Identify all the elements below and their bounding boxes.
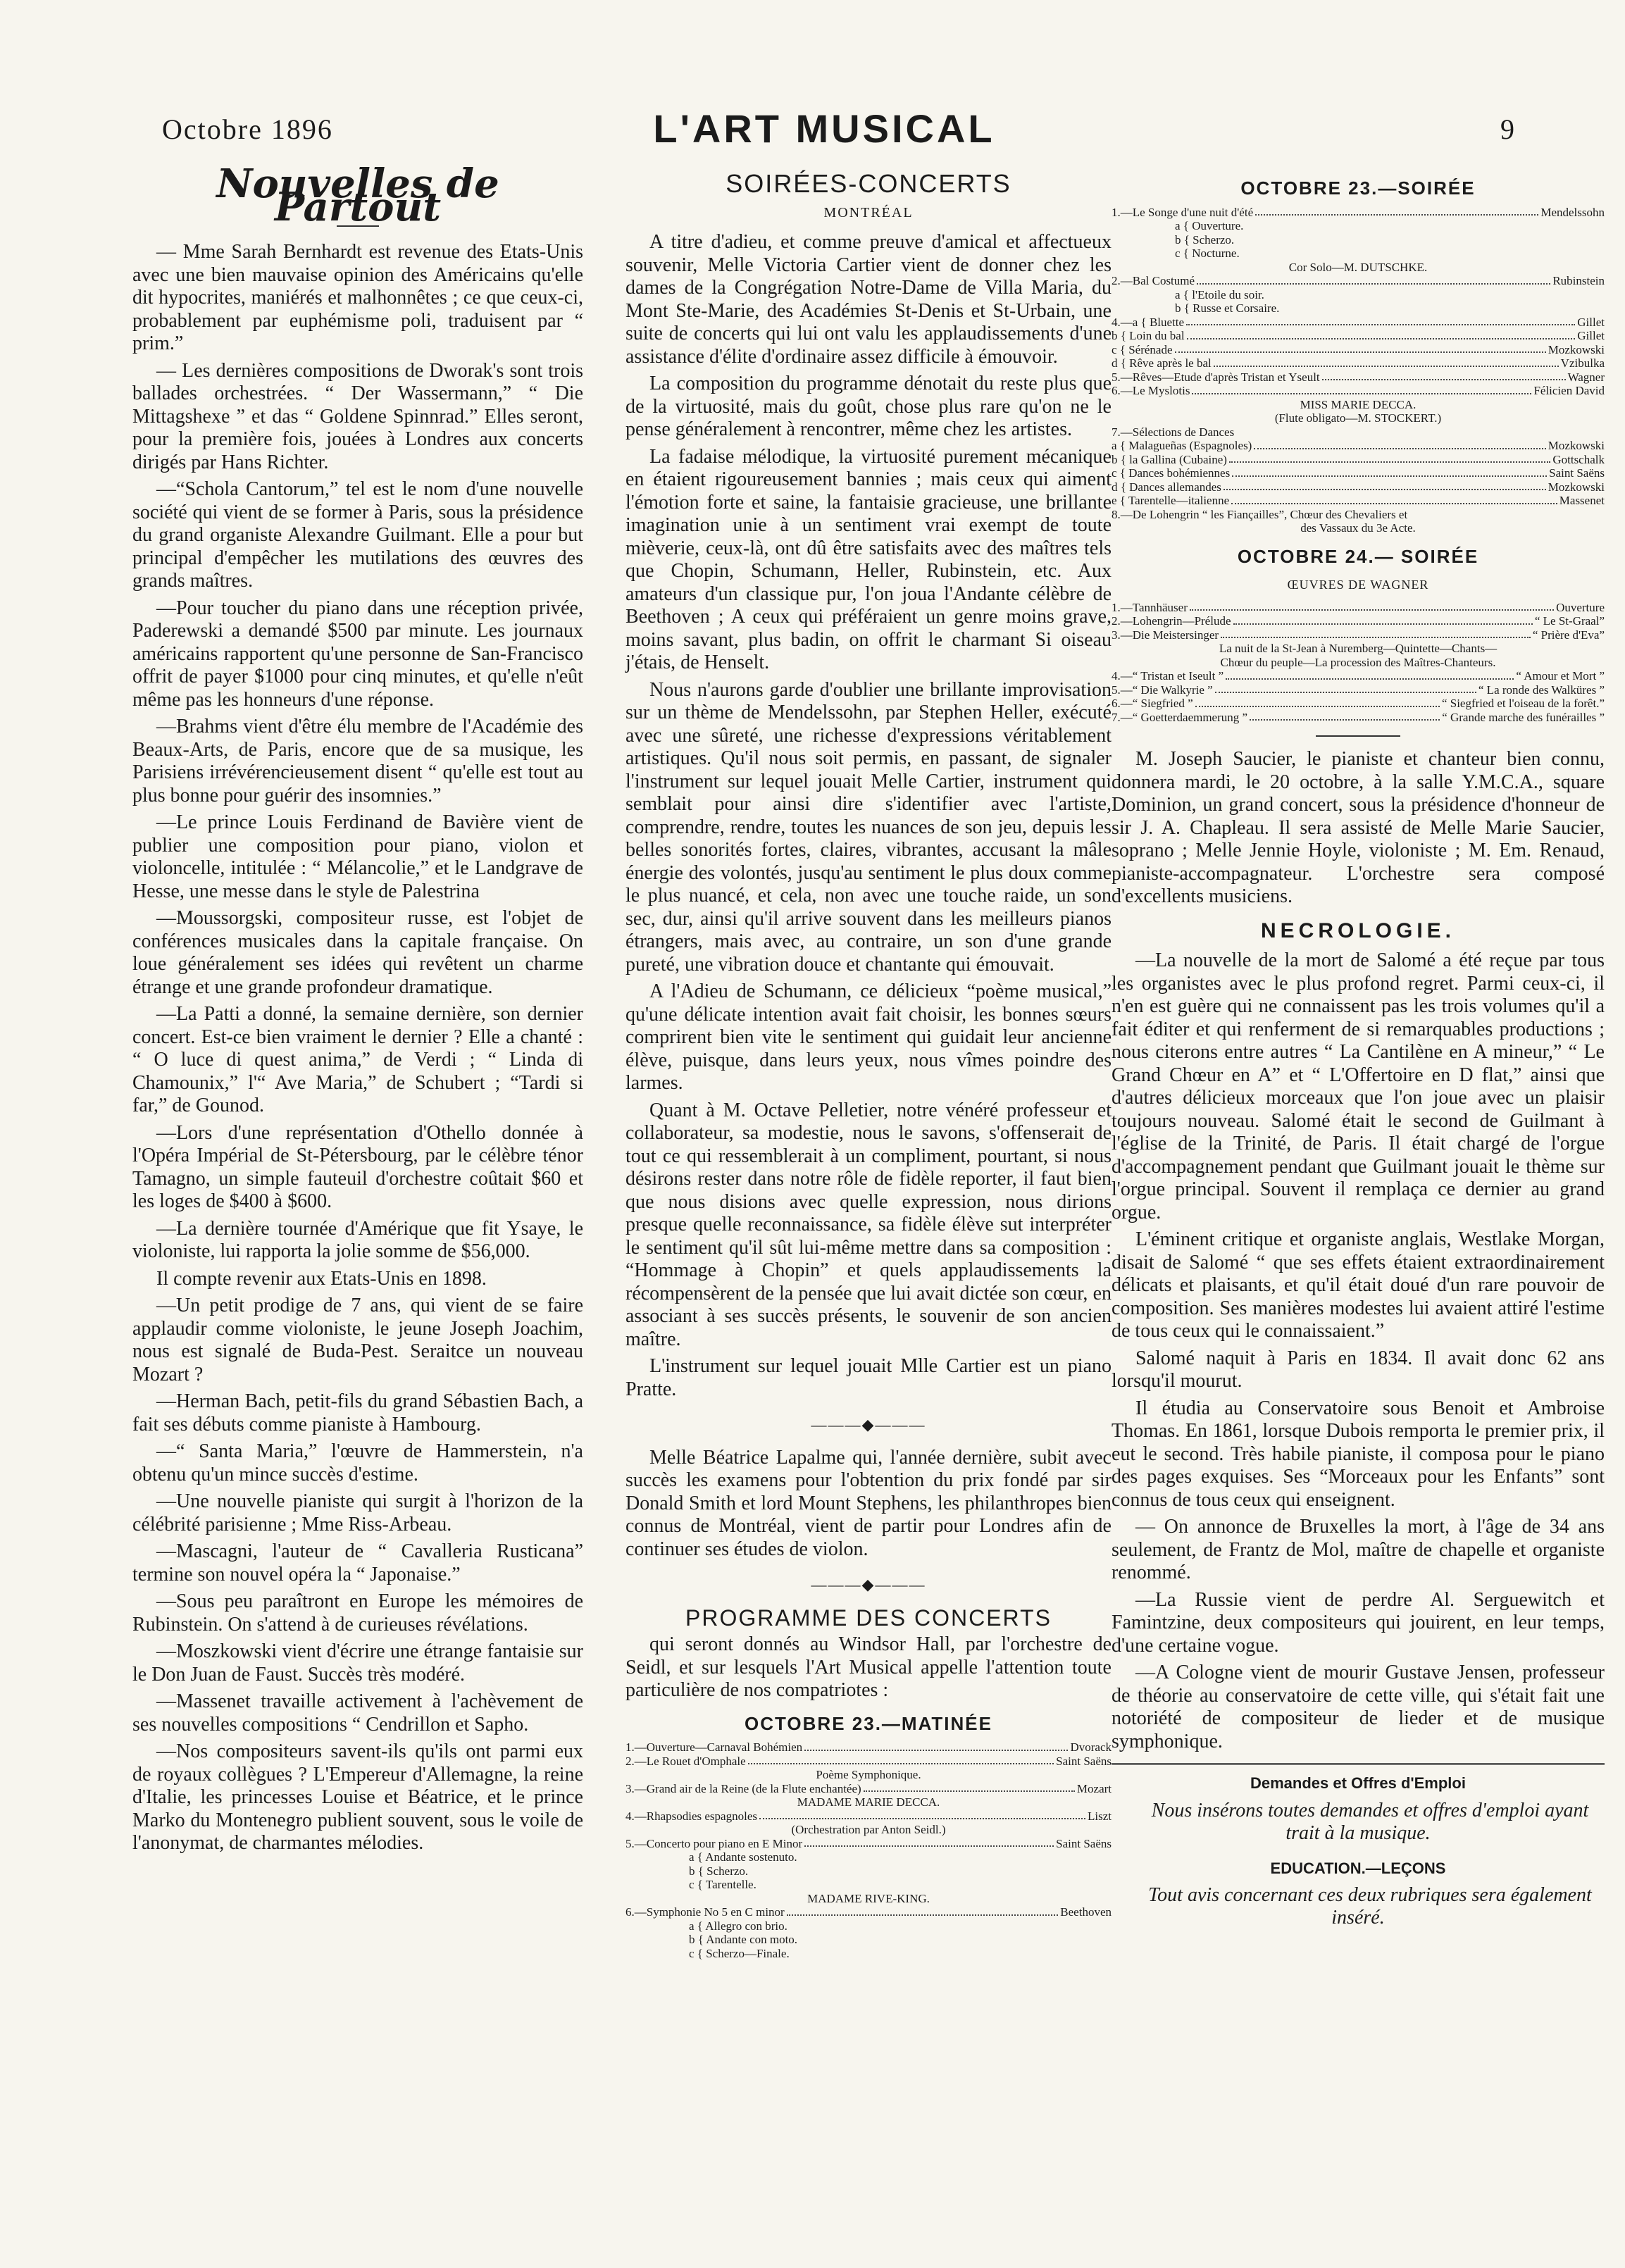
program-line (1112, 508, 1605, 522)
program-line (1112, 329, 1605, 343)
paragraph: —La dernière tournée d'Amérique que fit Ysaye, le violoniste, lui rapporta la jolie somme de $56,000. (132, 1217, 583, 1262)
program-composer: Saint Saëns (1056, 1754, 1112, 1768)
column-nouvelles (132, 161, 583, 1859)
section-title-nouvelles: Nouvelles de Partout (216, 161, 499, 230)
paragraph: — On annonce de Bruxelles la mort, à l'âge de 34 ans seulement, de Frantz de Mol, maître de chapelle et organiste renommé. (1112, 1516, 1605, 1583)
dot-leader (1187, 329, 1576, 339)
program-piece: 4.—“ Tristan et Iseult ” (1112, 669, 1224, 683)
dot-leader (864, 1782, 1075, 1793)
soiree-program (1112, 206, 1605, 535)
ornament-divider: ———◆——— (811, 1576, 926, 1593)
program-composer: Rubinstein (1552, 274, 1605, 287)
program-composer: Gillet (1577, 315, 1605, 329)
program-composer: Gillet (1577, 329, 1605, 342)
program-line: a { Allegro con brio. (689, 1919, 787, 1933)
saucier-paragraph: M. Joseph Saucier, le pianiste et chanteur bien connu, donnera mardi, le 20 octobre, à la salle Y.M.C.A., square Dominion, un grand concert, sous la présidence d'honneur de sir J. A. Chapleau. Il sera assisté de Melle Marie Saucier, soprano ; Melle Jennie Hoyle, violoniste ; M. Em. Renaud, pianiste-accompagnateur. L'orchestre sera composé d'excellents musiciens. (1112, 748, 1605, 907)
program-composer: “ La ronde des Walküres ” (1478, 683, 1605, 697)
dot-leader (1229, 453, 1550, 463)
program-composer: “ Amour et Mort ” (1516, 669, 1605, 683)
paragraph: —La Russie vient de perdre Al. Serguewitch et Famintzine, deux compositeurs qui jouirent, en leur temps, d'une certaine vogue. (1112, 1588, 1605, 1657)
program-piece: 6.—Le Myslotis (1112, 384, 1190, 397)
program-line: a { Ouverture. (1175, 219, 1244, 232)
paragraph: A l'Adieu de Schumann, ce délicieux “poème musical,” qu'une délicate intention avait fait choisir, les bonnes sœurs comprirent bien vite le sentiment qui guidait leur ancienne élève, puisque, dans leurs yeux, nous vîmes poindre des larmes. (625, 980, 1112, 1094)
paragraph: L'instrument sur lequel jouait Mlle Cartier est un piano Pratte. (625, 1355, 1112, 1400)
section-rule (1112, 1763, 1605, 1765)
matinee-program (625, 1740, 1112, 1960)
paragraph: —La nouvelle de la mort de Salomé a été reçue par tous les organistes avec le plus profond regret. Parmi ceux-ci, il n'en est guère qui ne connaissent pas les trois volumes qu'il a fait éditer et qui renferment de si remarquables productions ; nous citerons entre autres “ La Cantilène en A mineur,” “ Le Grand Chœur en A” et “ L'Offertoire en D flat,” ainsi que d'autres délicieux morceaux que l'on joue avec un plaisir toujours nouveau. Salomé était le second de Guilmant à l'église de la Trinité, de Paris. Il était chargé de l'orgue d'accompagnement pendant que Guilmant jouait le thème sur l'orgue principal. Souvent il remplaça ce dernier au grand orgue. (1112, 949, 1605, 1223)
program-line (1112, 384, 1605, 398)
program-piece: 4.—Rhapsodies espagnoles (625, 1809, 757, 1823)
program-piece: 8.—De Lohengrin “ les Fiançailles”, Chœur des Chevaliers et (1112, 507, 1408, 521)
divider (1316, 735, 1400, 737)
program-composer: Beethoven (1060, 1905, 1112, 1919)
program-line (625, 1782, 1112, 1796)
paragraph: Nous n'aurons garde d'oublier une brillante improvisation sur un thème de Mendelssohn, par Stephen Heller, exécuté avec une sûreté, une richesse d'expressions véritablement artistiques. Qu'il nous soit permis, en passant, de signaler l'instrument sur lequel jouait Melle Cartier, instrument qui semblait pour ainsi dire s'identifier avec l'artiste, comprendre, rendre, toutes les nuances de son jeu, depuis les belles sonorités fortes, claires, vibrantes, accusant la mâle énergie des volontés, jusqu'au sentiment le plus doux comme le plus nuancé, et cela, non avec une touche raide, un son sec, dur, ainsi qu'il arrive souvent dans les meilleurs pianos étrangers, mais avec, au contraire, un son d'une grande pureté, une vibration douce et chantante qui émouvait. (625, 678, 1112, 976)
program-piece: 6.—Symphonie No 5 en C minor (625, 1905, 785, 1919)
paragraph: —Herman Bach, petit-fils du grand Sébastien Bach, a fait ses débuts comme pianiste à Hambourg. (132, 1390, 583, 1435)
paragraph: La fadaise mélodique, la virtuosité purement mécanique en étaient rigoureusement bannies ; mais ceux qui aiment l'émotion forte et saine, la fantaisie gracieuse, une brillante imagination unie à un sentiment vrai exempt de toute mièverie, ceux-là, ont dû être satisfaits avec des maîtres tels que Chopin, Schumann, Heller, Rubinstein, etc. Aux amateurs d'un classique pur, l'on joua l'Andante célèbre de Beethoven ; A ceux qui préféraient un genre moins grave, moins savant, plus badin, on offrit le charmant Si oiseau j'étais, de Henselt. (625, 445, 1112, 673)
program-line: MADAME MARIE DECCA. (797, 1795, 940, 1809)
demandes-heading: Demandes et Offres d'Emploi (1250, 1774, 1466, 1792)
paragraph: —Lors d'une représentation d'Othello donnée à l'Opéra Impérial de St-Pétersbourg, par le célèbre ténor Tamagno, un simple fauteuil d'orchestre coûtait $60 et les loges de $400 à $600. (132, 1121, 583, 1212)
program-title: PROGRAMME DES CONCERTS (685, 1605, 1052, 1631)
dot-leader (1186, 316, 1575, 326)
education-heading: EDUCATION.—LEÇONS (1270, 1859, 1446, 1877)
program-composer: Mozkowski (1548, 439, 1605, 452)
program-piece: 1.—Ouverture—Carnaval Bohémien (625, 1740, 803, 1754)
program-composer: Mendelssohn (1540, 205, 1605, 219)
paragraph: —Nos compositeurs savent-ils qu'ils ont parmi eux de royaux collègues ? L'Empereur d'Allemagne, la reine d'Italie, les princesses Louise et Béatrice, et le prince Marko du Montenegro publient souvent, sous le voile de l'anonymat, de charmantes mélodies. (132, 1740, 583, 1854)
soiree24-program (1112, 601, 1605, 725)
program-composer: Mozkowski (1548, 342, 1605, 356)
program-line: La nuit de la St-Jean à Nuremberg—Quintette—Chants— (1219, 642, 1498, 655)
program-line (1112, 601, 1605, 615)
program-line: (Flute obligato—M. STOCKERT.) (1274, 411, 1442, 425)
program-line (1112, 614, 1605, 628)
program-line (1112, 206, 1605, 220)
program-line (1112, 316, 1605, 330)
program-piece: 5.—“ Die Walkyrie ” (1112, 683, 1213, 697)
paragraph: Il étudia au Conservatoire sous Benoit et Ambroise Thomas. En 1861, lorsque Dubois remporta le premier prix, il eut le second. Très habile pianiste, il composa pour le piano des pages exquises. Ses “Morceaux pour les Enfants” sont connus de tous ceux qui enseignent. (1112, 1397, 1605, 1511)
wagner-subheading: ŒUVRES DE WAGNER (1287, 578, 1429, 592)
program-line: Cor Solo—M. DUTSCHKE. (1288, 260, 1428, 274)
paragraph: L'éminent critique et organiste anglais, Westlake Morgan, disait de Salomé “ que ses effets étaient extraordinairement délicats et plaisants, et qu'il était doué d'un rare pouvoir de composition. Ses manières modestes lui avaient attiré l'estime de tous ceux qui le connaissaient.” (1112, 1228, 1605, 1342)
program-composer: Mozart (1076, 1781, 1112, 1795)
program-line (625, 1837, 1112, 1851)
program-composer: Saint Saëns (1056, 1836, 1112, 1850)
paragraph: — Mme Sarah Bernhardt est revenue des Etats-Unis avec une bien mauvaise opinion des Américains qu'elle dit hypocrites, maniérés et malhonnêtes ; ce que ceux-ci, probablement par euphémisme poli, traduisent par “ prim.” (132, 241, 583, 354)
program-piece: d { Rêve après le bal (1112, 356, 1212, 370)
program-piece: c { Dances bohémiennes (1112, 466, 1231, 480)
program-piece: b { la Gallina (Cubaine) (1112, 452, 1227, 466)
paragraph: La composition du programme dénotait du reste plus que de la virtuosité, mais du goût, chose plus rare qu'on ne le pense généralement à rencontrer, même chez les artistes. (625, 373, 1112, 440)
program-piece: d { Dances allemandes (1112, 480, 1221, 494)
program-line: (Orchestration par Anton Seidl.) (791, 1823, 946, 1836)
dot-leader (787, 1905, 1059, 1916)
dot-leader (1190, 601, 1554, 611)
lapalme-paragraph: Melle Béatrice Lapalme qui, l'année dernière, subit avec succès les examens pour l'obtention du prix fondé par sir Donald Smith et lord Mount Stephens, les philanthropes bien connus de Montréal, vient de partir pour Londres afin de continuer ses études de violon. (625, 1446, 1112, 1560)
program-line: a { l'Etoile du soir. (1175, 287, 1264, 301)
program-line (625, 1755, 1112, 1769)
page-header (120, 106, 1529, 162)
program-line: MADAME RIVE-KING. (807, 1891, 930, 1905)
program-line: Chœur du peuple—La procession des Maîtres-Chanteurs. (1220, 655, 1496, 669)
program-line (1112, 343, 1605, 357)
program-line (1112, 669, 1605, 683)
section-title-soirees: SOIRÉES-CONCERTS (726, 169, 1011, 198)
program-composer: “ Prière d'Eva” (1532, 628, 1605, 642)
program-line: c { Nocturne. (1175, 247, 1240, 260)
program-line (1112, 480, 1605, 494)
program-line (1112, 628, 1605, 642)
dot-leader (759, 1809, 1085, 1820)
issue-date: Octobre 1896 (162, 113, 333, 145)
paragraph: —Massenet travaille activement à l'achèvement de ses nouvelles compositions “ Cendrillon et Sapho. (132, 1690, 583, 1736)
program-line (1112, 453, 1605, 467)
program-line (1112, 711, 1605, 725)
column-programmes (1112, 173, 1605, 1933)
program-piece: 3.—Grand air de la Reine (de la Flute enchantée) (625, 1781, 861, 1795)
dot-leader (1221, 628, 1531, 639)
page-number: 9 (1500, 113, 1514, 145)
dot-leader (1231, 494, 1557, 504)
program-piece: 3.—Die Meistersinger (1112, 628, 1219, 642)
program-composer: Liszt (1088, 1809, 1112, 1823)
program-intro: qui seront donnés au Windsor Hall, par l'orchestre de Seidl, et sur lesquels l'Art Musical appelle l'attention toute particulière de nos compatriotes : (625, 1633, 1112, 1701)
program-line (625, 1905, 1112, 1919)
program-piece: 7.—Sélections de Dances (1112, 425, 1235, 439)
program-line (1112, 494, 1605, 508)
program-line: c { Tarentelle. (689, 1878, 757, 1891)
dot-leader (1250, 711, 1440, 721)
program-composer: Vzibulka (1560, 356, 1605, 370)
program-line (625, 1809, 1112, 1824)
education-text: Tout avis concernant ces deux rubriques sera également inséré. (1148, 1884, 1592, 1929)
program-line: b { Andante con moto. (689, 1933, 798, 1946)
program-composer: Ouverture (1556, 600, 1605, 614)
program-composer: “ Grande marche des funérailles ” (1442, 710, 1605, 724)
program-composer: “ Le St-Graal” (1534, 614, 1605, 628)
paragraph: — Les dernières compositions de Dworak's sont trois ballades orchestrées. “ Der Wassermann,” “ Die Mittagshexe ” et das “ Goldene Spinnrad.” Elles seront, pour la première fois, jouées à Londres aux concerts dirigés par Hans Richter. (132, 359, 583, 473)
program-line (1112, 370, 1605, 385)
dot-leader (804, 1740, 1068, 1751)
program-line (1112, 697, 1605, 711)
dot-leader (1175, 343, 1546, 354)
paragraph: —A Cologne vient de mourir Gustave Jensen, professeur de théorie au conservatoire de cette ville, qui s'était fait une notoriété de compositeur de lieder et de musique symphonique. (1112, 1662, 1605, 1752)
paragraph: —“Schola Cantorum,” tel est le nom d'une nouvelle société qui vient de se former à Paris, sous la présidence du grand organiste Alexandre Guilmant. Elle a pour but principal d'empêcher les mutilations des œuvres des grands maîtres. (132, 478, 583, 592)
dot-leader (1215, 683, 1476, 694)
program-line: c { Scherzo—Finale. (689, 1946, 790, 1960)
demandes-text: Nous insérons toutes demandes et offres d'emploi ayant trait à la musique. (1151, 1799, 1589, 1844)
dot-leader (804, 1837, 1054, 1848)
soirees-paragraphs (625, 231, 1112, 1401)
program-piece: 1.—Tannhäuser (1112, 600, 1188, 614)
program-piece: b { Loin du bal (1112, 329, 1185, 342)
dot-leader (1322, 370, 1566, 381)
dot-leader (1224, 480, 1546, 491)
paragraph: —Moussorgski, compositeur russe, est l'objet de conférences musicales dans la capitale française. On loue généralement ses idées qui revêtent un charme étrange et une grande profondeur dramatique. (132, 907, 583, 998)
program-line: b { Scherzo. (689, 1864, 749, 1878)
program-piece: 2.—Lohengrin—Prélude (1112, 614, 1231, 628)
program-line: b { Scherzo. (1175, 232, 1235, 247)
ornament-divider: ———◆——— (811, 1416, 926, 1433)
dot-leader (1254, 439, 1545, 449)
paragraph: —Pour toucher du piano dans une réception privée, Paderewski a demandé $500 par minute. Les journaux américains rapportent qu'une personne de San-Francisco offrit de payer $1000 pour cinq minutes, et qu'elle n'eût même pas les honneurs d'une réponse. (132, 597, 583, 711)
program-composer: Félicien David (1533, 384, 1605, 397)
program-line (1112, 425, 1605, 440)
matinee-heading: OCTOBRE 23.—MATINÉE (745, 1712, 992, 1734)
dot-leader (1197, 274, 1550, 285)
necrologie-paragraphs (1112, 949, 1605, 1753)
city-heading: MONTRÉAL (823, 204, 914, 220)
program-composer: Massenet (1559, 494, 1605, 507)
program-line: b { Russe et Corsaire. (1175, 301, 1280, 315)
paragraph: —La Patti a donné, la semaine dernière, son dernier concert. Est-ce bien vraiment le dernier ? Elle a chanté : “ O luce di quest anima,” de Verdi ; “ Linda di Chamounix,” l'“ Ave Maria,” de Schubert ; “Tardi si far,” de Gounod. (132, 1003, 583, 1116)
paragraph: Il compte revenir aux Etats-Unis en 1898. (156, 1267, 487, 1290)
paragraph: —Sous peu paraîtront en Europe les mémoires de Rubinstein. On s'attend à de curieuses révélations. (132, 1590, 583, 1635)
dot-leader (748, 1755, 1054, 1765)
program-piece: 2.—Bal Costumé (1112, 274, 1195, 287)
program-composer: Mozkowski (1548, 480, 1605, 494)
dot-leader (1232, 466, 1547, 477)
paragraph: Quant à M. Octave Pelletier, notre vénéré professeur et collaborateur, sa modestie, nous le savons, s'offenserait de tout ce qui ressemblerait à un compliment, pourtant, si nous désirons rester dans notre rôle de fidèle reporter, il faut bien que nous disions avec quelle expression, nous dirions presque quelle reconnaissance, sa fidèle élève sut interpréter le sentiment qu'il sût lui-même mettre dans sa composition : “Hommage à Chopin” et quels applaudissements la récompensèrent de la pensée que lui avait dictée son cœur, en associant à ses succès présents, le souvenir de son ancien maître. (625, 1099, 1112, 1350)
dot-leader (1226, 669, 1514, 680)
program-line: MISS MARIE DECCA. (1300, 397, 1417, 411)
program-piece: 1.—Le Songe d'une nuit d'été (1112, 205, 1254, 219)
column-soirees (625, 169, 1112, 1960)
program-line: a { Andante sostenuto. (689, 1850, 797, 1864)
program-piece: e { Tarentelle—italienne (1112, 494, 1230, 507)
program-composer: Saint Saëns (1549, 466, 1605, 480)
program-composer: “ Siegfried et l'oiseau de la forêt.” (1441, 697, 1605, 710)
paragraph: —Mascagni, l'auteur de “ Cavalleria Rusticana” termine son nouvel opéra la “ Japonaise.” (132, 1540, 583, 1585)
program-piece: c { Sérénade (1112, 342, 1173, 356)
paragraph: —Un petit prodige de 7 ans, qui vient de se faire applaudir comme violoniste, le jeune Joseph Joachim, nous est signalé de Buda-Pest. Seraitce un nouveau Mozart ? (132, 1295, 583, 1385)
program-piece: 7.—“ Goetterdaemmerung ” (1112, 710, 1248, 724)
necrologie-heading: NECROLOGIE. (1260, 918, 1455, 942)
program-composer: Wagner (1567, 370, 1605, 384)
paragraph: —“ Santa Maria,” l'œuvre de Hammerstein, n'a obtenu qu'un mince succès d'estime. (132, 1440, 583, 1485)
dot-leader (1214, 356, 1559, 367)
program-piece: a { Malagueñas (Espagnoles) (1112, 439, 1252, 452)
journal-title: L'ART MUSICAL (653, 106, 995, 151)
dot-leader (1255, 206, 1538, 216)
paragraph: —Une nouvelle pianiste qui surgit à l'horizon de la célébrité parisienne ; Mme Riss-Arbeau. (132, 1490, 583, 1535)
program-line (1112, 683, 1605, 697)
program-piece: 2.—Le Rouet d'Omphale (625, 1754, 746, 1768)
program-piece: 5.—Concerto pour piano en E Minor (625, 1836, 803, 1850)
paragraph: —Le prince Louis Ferdinand de Bavière vient de publier une composition pour piano, violon et violoncelle, intitulée : “ Mélancolie,” et le Landgrave de Hesse, une messe dans le style de Palestrina (132, 811, 583, 902)
program-line (625, 1740, 1112, 1755)
paragraph: Salomé naquit à Paris en 1834. Il avait donc 62 ans lorsqu'il mourut. (1112, 1347, 1605, 1392)
soiree24-heading: OCTOBRE 24.— SOIRÉE (1237, 545, 1479, 567)
paragraph: —Brahms vient d'être élu membre de l'Académie des Beaux-Arts, de Paris, encore que de sa musique, les Parisiens irrévérencieusement disent “ qu'elle est tout au plus bonne pour guérir des insomnies.” (132, 716, 583, 806)
dot-leader (1195, 697, 1440, 707)
program-line: Poème Symphonique. (816, 1768, 921, 1781)
program-piece: 6.—“ Siegfried ” (1112, 697, 1193, 710)
soiree-heading: OCTOBRE 23.—SOIRÉE (1240, 177, 1476, 199)
dot-leader (1233, 614, 1533, 625)
paragraph: —Moszkowski vient d'écrire une étrange fantaisie sur le Don Juan de Faust. Succès très modéré. (132, 1640, 583, 1686)
paragraph: A titre d'adieu, et comme preuve d'amical et affectueux souvenir, Melle Victoria Cartier vient de donner chez les dames de la Congrégation Notre-Dame de Villa Maria, du Mont Ste-Marie, des Académies St-Denis et St-Urbain, une suite de concerts qui lui ont valu les applaudissements d'une assistance d'élite d'ordinaire assez difficile à émouvoir. (625, 231, 1112, 368)
program-line (1112, 356, 1605, 370)
program-composer: Gottschalk (1552, 452, 1605, 466)
program-line (1112, 439, 1605, 453)
program-line (1112, 466, 1605, 480)
program-piece: 5.—Rêves—Etude d'après Tristan et Yseult (1112, 370, 1320, 384)
program-composer: Dvorack (1070, 1740, 1112, 1754)
program-line (1112, 274, 1605, 288)
program-piece: 4.—a { Bluette (1112, 315, 1185, 329)
nouvelles-paragraphs (132, 241, 583, 1855)
program-line: des Vassaux du 3e Acte. (1300, 521, 1416, 535)
dot-leader (1192, 384, 1531, 394)
